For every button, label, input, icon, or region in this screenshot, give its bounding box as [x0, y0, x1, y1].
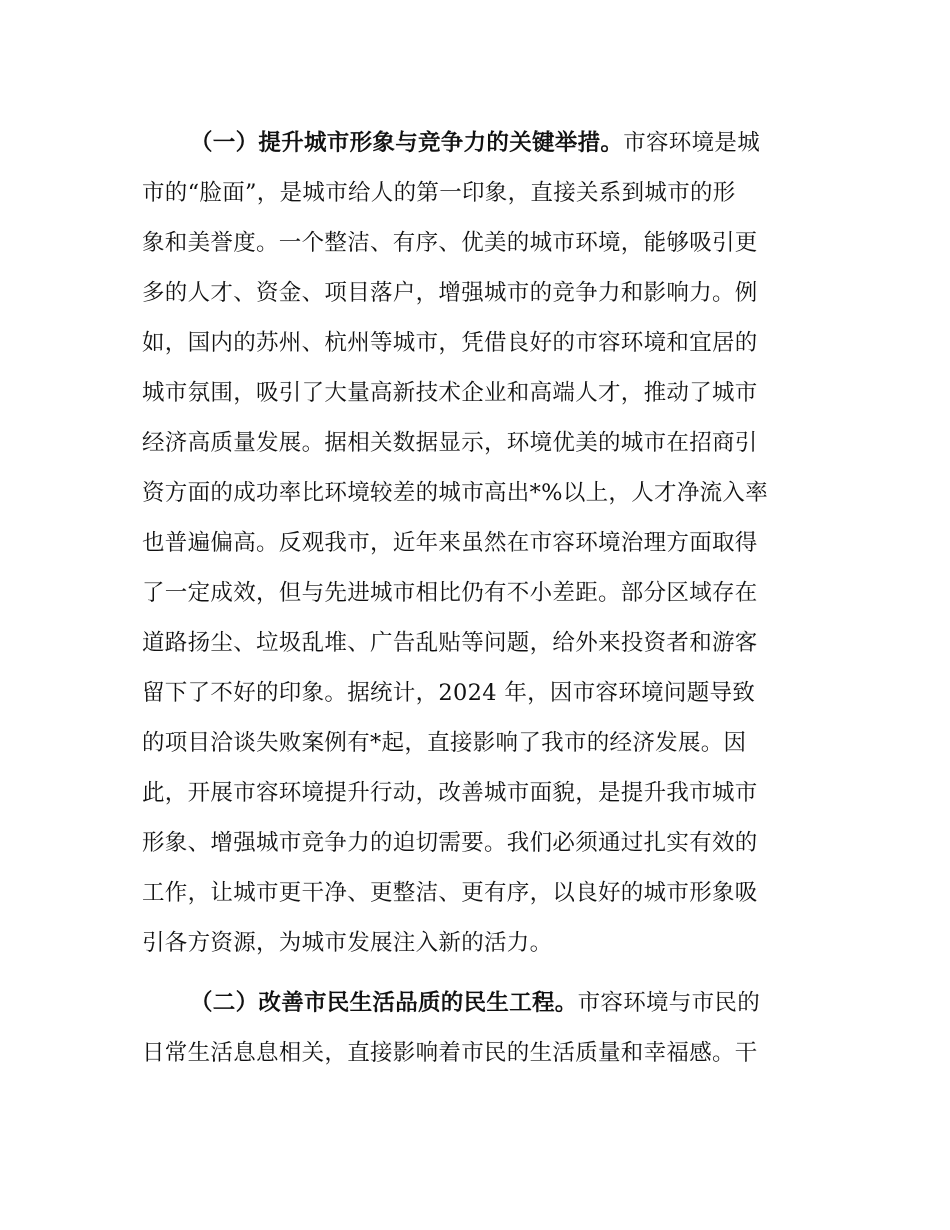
- paragraph-2-line-1: [190, 988, 870, 1018]
- paragraph-1-line: 工作，让城市更干净、更整洁、更有序，以良好的城市形象吸: [142, 880, 758, 906]
- paragraph-2-text: 市容环境与市民的: [577, 990, 761, 1016]
- paragraph-1-line: 的项目洽谈失败案例有*起，直接影响了我市的经济发展。因: [142, 730, 747, 756]
- paragraph-1-line: 形象、增强城市竞争力的迫切需要。我们必须通过扎实有效的: [142, 830, 758, 856]
- paragraph-1-line: 了一定成效，但与先进城市相比仍有不小差距。部分区域存在: [142, 580, 758, 606]
- paragraph-1-line: 如，国内的苏州、杭州等城市，凭借良好的市容环境和宜居的: [142, 330, 758, 356]
- paragraph-1-line: 城市氛围，吸引了大量高新技术企业和高端人才，推动了城市: [142, 380, 758, 406]
- paragraph-1-line: 经济高质量发展。据相关数据显示，环境优美的城市在招商引: [142, 430, 758, 456]
- paragraph-2-line: 日常生活息息相关，直接影响着市民的生活质量和幸福感。干: [142, 1040, 758, 1066]
- paragraph-1-line: 资方面的成功率比环境较差的城市高出*%以上，人才净流入率: [142, 480, 769, 506]
- paragraph-1-line: 多的人才、资金、项目落户，增强城市的竞争力和影响力。例: [142, 280, 758, 306]
- paragraph-1-line: 象和美誉度。一个整洁、有序、优美的城市环境，能够吸引更: [142, 230, 758, 256]
- section-2-heading: （二）改善市民生活品质的民生工程。: [190, 990, 578, 1016]
- paragraph-1-line: 道路扬尘、垃圾乱堆、广告乱贴等问题，给外来投资者和游客: [142, 630, 758, 656]
- section-1-heading: （一）提升城市形象与竞争力的关键举措。: [190, 130, 624, 156]
- paragraph-1-line-1: [190, 128, 870, 158]
- paragraph-1-line: 也普遍偏高。反观我市，近年来虽然在市容环境治理方面取得: [142, 530, 758, 556]
- paragraph-1-line: 留下了不好的印象。据统计，2024 年，因市容环境问题导致: [142, 680, 756, 706]
- paragraph-1-line: 市的“脸面”，是城市给人的第一印象，直接关系到城市的形: [142, 180, 736, 206]
- paragraph-1-text: 市容环境是城: [623, 130, 761, 156]
- paragraph-1-line: 此，开展市容环境提升行动，改善城市面貌，是提升我市城市: [142, 780, 758, 806]
- paragraph-1-line: 引各方资源，为城市发展注入新的活力。: [142, 930, 553, 956]
